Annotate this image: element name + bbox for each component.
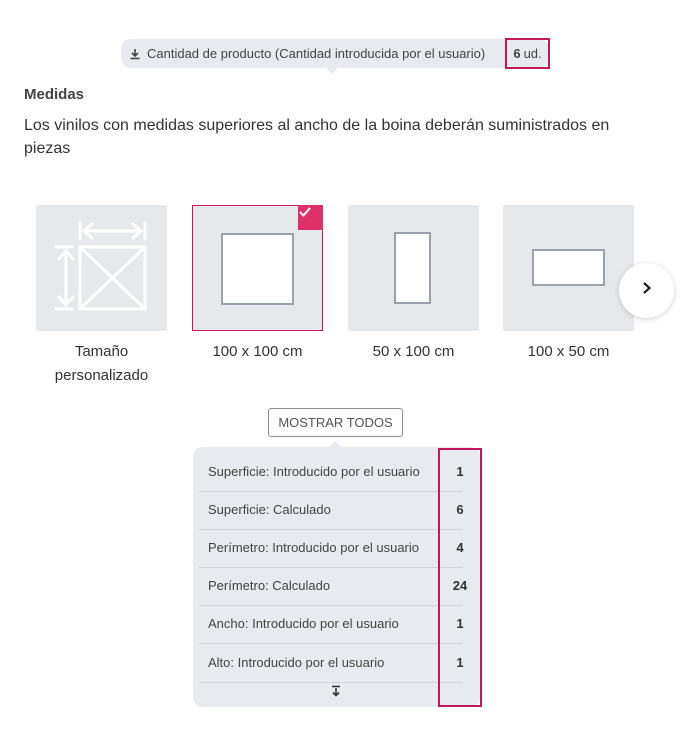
values-column-highlight <box>438 448 482 707</box>
quantity-unit: ud. <box>523 46 542 61</box>
table-row <box>199 644 463 683</box>
tooltip-pointer <box>326 68 338 74</box>
table-row <box>199 605 463 644</box>
row-label: Superficie: Calculado <box>208 502 331 517</box>
check-icon <box>298 205 323 230</box>
row-value: 24 <box>452 578 468 593</box>
row-label: Alto: Introducido por el usuario <box>208 655 385 670</box>
landscape-size-icon <box>503 205 634 331</box>
custom-size-icon <box>36 205 167 331</box>
carousel-next-button[interactable] <box>619 263 674 318</box>
row-label: Perímetro: Calculado <box>208 578 331 593</box>
table-row <box>199 453 463 492</box>
size-option-50x100-label: 50 x 100 cm <box>372 343 455 360</box>
size-option-custom-label: Tamaño personalizado <box>54 343 149 384</box>
size-option-100x100-label: 100 x 100 cm <box>212 343 303 360</box>
size-option-100x100[interactable] <box>192 205 323 331</box>
size-option-100x50-label: 100 x 50 cm <box>527 343 610 360</box>
quantity-value-highlight <box>505 38 550 69</box>
row-value: 4 <box>456 540 464 555</box>
table-row <box>199 529 463 568</box>
chevron-right-icon <box>641 281 653 300</box>
row-label: Ancho: Introducido por el usuario <box>208 616 399 631</box>
expand-down-icon[interactable] <box>329 684 343 698</box>
row-value: 1 <box>456 464 464 479</box>
row-value: 1 <box>456 655 464 670</box>
quantity-tooltip <box>121 39 549 68</box>
show-all-button[interactable]: MOSTRAR TODOS <box>268 408 403 437</box>
row-label: Superficie: Introducido por el usuario <box>208 464 420 479</box>
calc-table <box>193 447 480 707</box>
quantity-label: Cantidad de producto (Cantidad introducida por el usuario) <box>147 46 486 61</box>
portrait-size-icon <box>348 205 479 331</box>
table-row <box>199 491 463 530</box>
size-option-50x100[interactable] <box>348 205 479 331</box>
row-label: Perímetro: Introducido por el usuario <box>208 540 419 555</box>
row-value: 1 <box>456 616 464 631</box>
row-value: 6 <box>456 502 464 517</box>
table-row <box>199 567 468 606</box>
measures-heading: Medidas <box>24 86 85 103</box>
size-option-100x50[interactable] <box>503 205 634 331</box>
quantity-value: 6 <box>513 46 521 61</box>
size-option-custom[interactable] <box>36 205 167 331</box>
download-icon <box>127 46 143 62</box>
measures-description: Los vinilos con medidas superiores al ancho de la boina deberán suministrados en piezas <box>24 117 610 157</box>
